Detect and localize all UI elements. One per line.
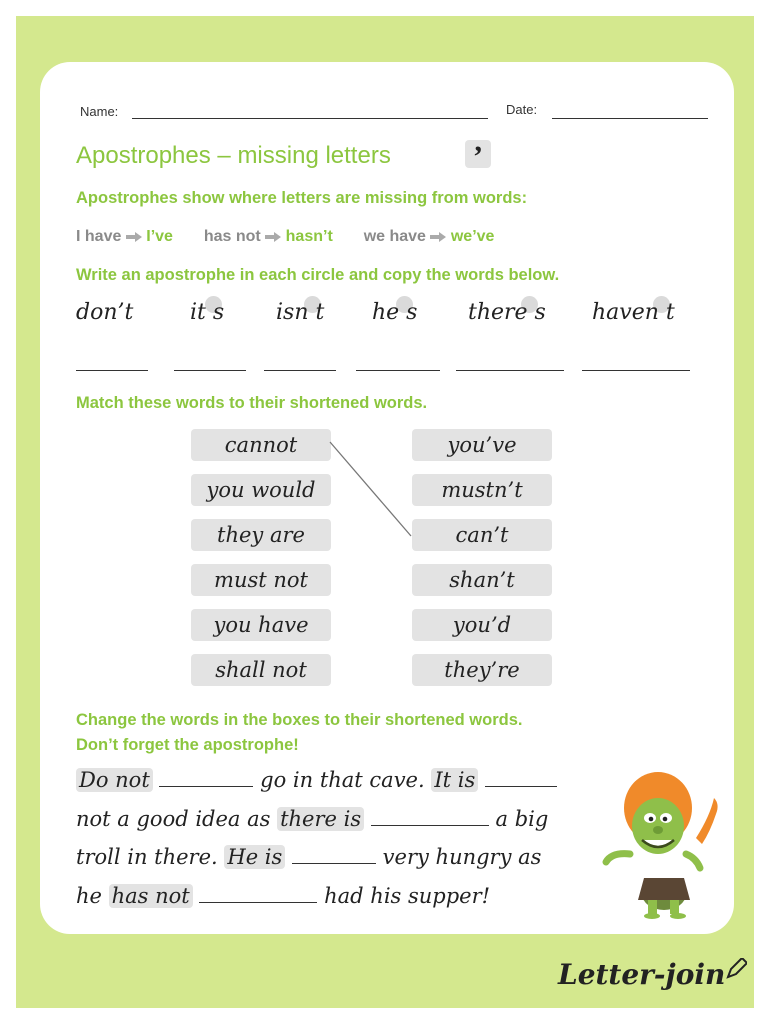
- match-right-item[interactable]: shan’t: [412, 564, 552, 596]
- answer-blank[interactable]: [159, 785, 253, 787]
- example-3-to: we’ve: [450, 228, 495, 245]
- word-box: Do not: [76, 768, 153, 792]
- match-left-item[interactable]: you would: [191, 474, 331, 506]
- match-right-item[interactable]: you’ve: [412, 429, 552, 461]
- task1-instruction: Write an apostrophe in each circle and copy the words below.: [76, 266, 560, 284]
- date-label: Date:: [506, 102, 538, 117]
- name-field[interactable]: [132, 118, 488, 119]
- date-field[interactable]: [552, 118, 708, 119]
- arrow-right-icon: [265, 232, 281, 242]
- example-2-from: has not: [203, 228, 261, 245]
- arrow-right-icon: [430, 232, 446, 242]
- match-right-item[interactable]: can’t: [412, 519, 552, 551]
- letter-join-logo: [558, 958, 747, 991]
- logo-text: Letter-join: [558, 958, 726, 991]
- match-left-item[interactable]: must not: [191, 564, 331, 596]
- word-box: has not: [109, 884, 193, 908]
- copy-blank[interactable]: [582, 370, 690, 371]
- story-text: not a good idea as: [76, 807, 271, 831]
- answer-blank[interactable]: [371, 824, 489, 826]
- story-text: troll in there.: [76, 845, 218, 869]
- example-2-to: hasn’t: [285, 228, 333, 245]
- example-3-from: we have: [363, 228, 426, 245]
- task1-word: there s: [468, 300, 546, 325]
- answer-blank[interactable]: [292, 862, 376, 864]
- example-1-from: I have: [76, 228, 122, 245]
- troll-illustration: [600, 766, 728, 920]
- match-right-item[interactable]: they’re: [412, 654, 552, 686]
- task1-word: haven t: [592, 300, 675, 325]
- apostrophe-symbol: ’: [465, 140, 491, 168]
- task2-instruction: Match these words to their shortened words.: [76, 394, 428, 412]
- task1-word: it s: [190, 300, 225, 325]
- match-left-item[interactable]: you have: [191, 609, 331, 641]
- story-text: very hungry as: [382, 845, 542, 869]
- story-line-1: [76, 768, 557, 792]
- copy-blank[interactable]: [264, 370, 336, 371]
- match-right-item[interactable]: you’d: [412, 609, 552, 641]
- page-title: Apostrophes – missing letters: [76, 142, 391, 169]
- pencil-icon: [725, 958, 747, 980]
- answer-blank[interactable]: [485, 785, 557, 787]
- task3-instruction-2: Don’t forget the apostrophe!: [76, 736, 299, 754]
- examples-row: [76, 228, 494, 246]
- copy-blank[interactable]: [174, 370, 246, 371]
- word-box: It is: [431, 768, 478, 792]
- intro-text: Apostrophes show where letters are missing from words:: [76, 189, 528, 207]
- match-right-item[interactable]: mustn’t: [412, 474, 552, 506]
- task1-word: don’t: [76, 300, 134, 325]
- example-1-to: I’ve: [146, 228, 173, 245]
- name-label: Name:: [80, 104, 119, 119]
- match-left-item[interactable]: cannot: [191, 429, 331, 461]
- story-text: he: [76, 884, 102, 908]
- task3-instruction-1: Change the words in the boxes to their shortened words.: [76, 711, 523, 729]
- story-text: had his supper!: [324, 884, 491, 908]
- task1-word: he s: [372, 300, 418, 325]
- story-text: a big: [495, 807, 549, 831]
- word-box: He is: [224, 845, 285, 869]
- match-line-example: [320, 430, 430, 550]
- story-line-3: [76, 845, 541, 869]
- answer-blank[interactable]: [199, 901, 317, 903]
- story-text: go in that cave.: [260, 768, 425, 792]
- copy-blank[interactable]: [76, 370, 148, 371]
- arrow-right-icon: [126, 232, 142, 242]
- copy-blank[interactable]: [356, 370, 440, 371]
- match-left-item[interactable]: shall not: [191, 654, 331, 686]
- copy-blank[interactable]: [456, 370, 564, 371]
- task1-word: isn t: [276, 300, 325, 325]
- match-left-item[interactable]: they are: [191, 519, 331, 551]
- story-line-4: [76, 884, 490, 908]
- story-line-2: [76, 807, 548, 831]
- word-box: there is: [277, 807, 364, 831]
